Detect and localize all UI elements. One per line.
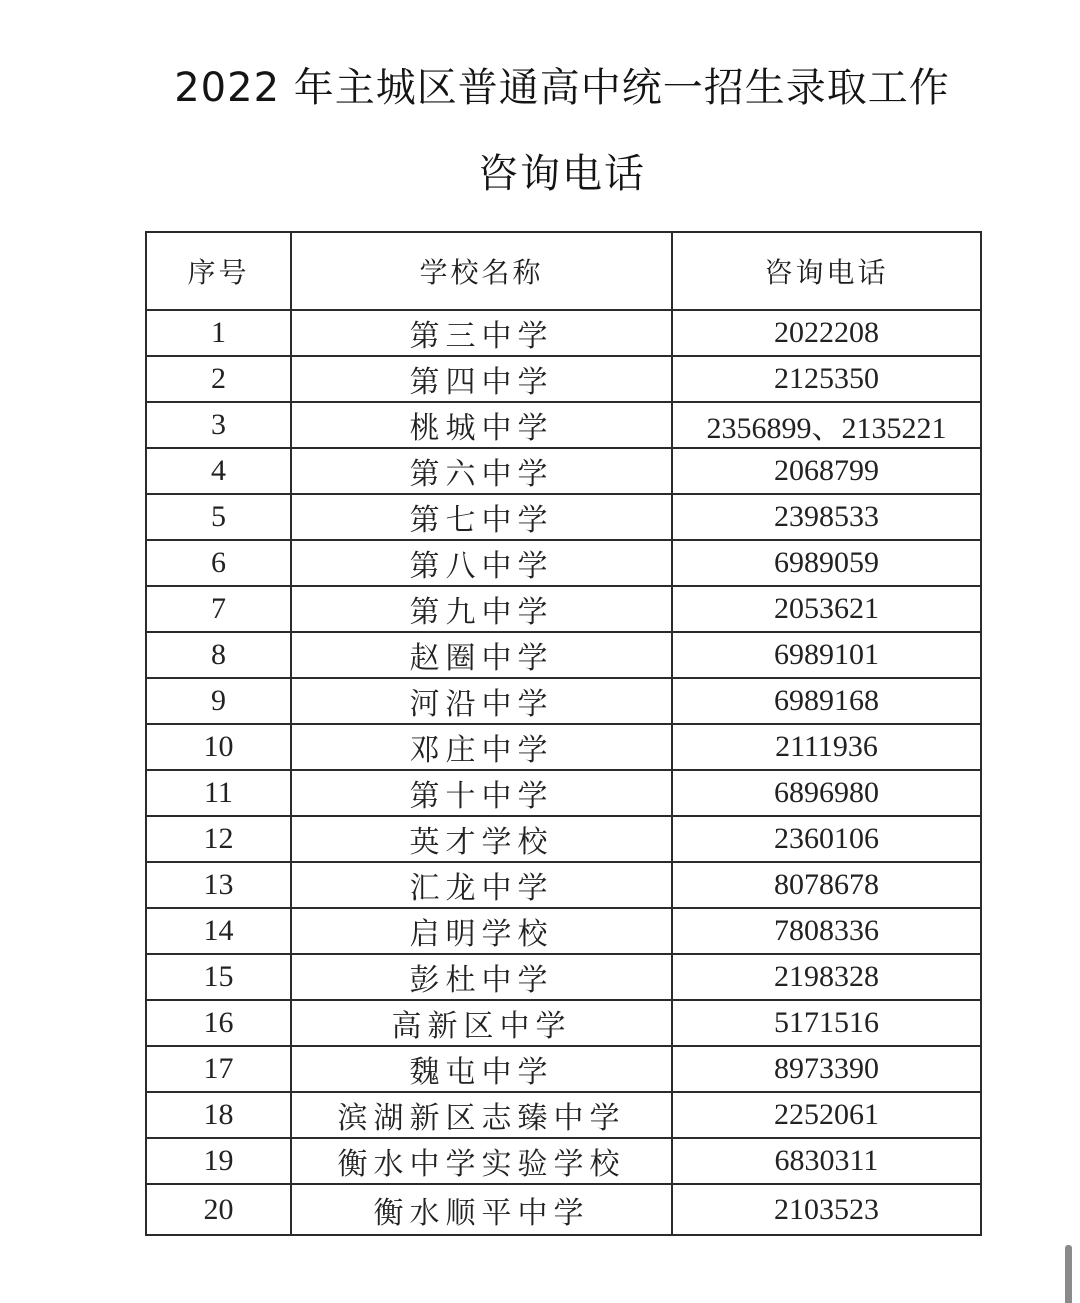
row-phone: 2103523 xyxy=(672,1184,981,1235)
row-index: 15 xyxy=(146,954,291,1000)
row-index: 7 xyxy=(146,586,291,632)
row-school-name: 滨湖新区志臻中学 xyxy=(291,1092,672,1138)
row-index: 14 xyxy=(146,908,291,954)
row-school-name: 第六中学 xyxy=(291,448,672,494)
table-row xyxy=(146,862,981,908)
row-index: 4 xyxy=(146,448,291,494)
row-phone: 2398533 xyxy=(672,494,981,540)
row-phone: 6989101 xyxy=(672,632,981,678)
table-header-row xyxy=(146,232,981,310)
row-phone: 6989168 xyxy=(672,678,981,724)
row-phone: 6830311 xyxy=(672,1138,981,1184)
row-school-name: 邓庄中学 xyxy=(291,724,672,770)
row-phone: 2252061 xyxy=(672,1092,981,1138)
contact-table xyxy=(145,231,982,1236)
row-index: 11 xyxy=(146,770,291,816)
row-phone: 2360106 xyxy=(672,816,981,862)
row-school-name: 衡水顺平中学 xyxy=(291,1184,672,1235)
row-index: 9 xyxy=(146,678,291,724)
row-index: 12 xyxy=(146,816,291,862)
row-index: 1 xyxy=(146,310,291,356)
header-phone: 咨询电话 xyxy=(672,232,981,310)
table-row xyxy=(146,678,981,724)
row-phone: 8078678 xyxy=(672,862,981,908)
vertical-scrollbar[interactable] xyxy=(1065,1245,1072,1303)
row-index: 17 xyxy=(146,1046,291,1092)
row-school-name: 衡水中学实验学校 xyxy=(291,1138,672,1184)
row-index: 6 xyxy=(146,540,291,586)
row-phone: 2068799 xyxy=(672,448,981,494)
row-school-name: 河沿中学 xyxy=(291,678,672,724)
table-row xyxy=(146,908,981,954)
table-row xyxy=(146,310,981,356)
row-school-name: 第七中学 xyxy=(291,494,672,540)
row-school-name: 英才学校 xyxy=(291,816,672,862)
row-school-name: 第十中学 xyxy=(291,770,672,816)
row-index: 20 xyxy=(146,1184,291,1235)
row-school-name: 高新区中学 xyxy=(291,1000,672,1046)
table-row xyxy=(146,448,981,494)
document-subtitle: 咨询电话 xyxy=(478,151,646,197)
row-index: 13 xyxy=(146,862,291,908)
row-phone: 6896980 xyxy=(672,770,981,816)
row-index: 18 xyxy=(146,1092,291,1138)
row-phone: 6989059 xyxy=(672,540,981,586)
table-row xyxy=(146,632,981,678)
row-school-name: 魏屯中学 xyxy=(291,1046,672,1092)
row-phone: 2111936 xyxy=(672,724,981,770)
row-school-name: 启明学校 xyxy=(291,908,672,954)
row-index: 3 xyxy=(146,402,291,448)
table-row xyxy=(146,770,981,816)
table-row xyxy=(146,402,981,448)
table-row xyxy=(146,1184,981,1235)
row-phone: 2125350 xyxy=(672,356,981,402)
row-index: 2 xyxy=(146,356,291,402)
row-index: 5 xyxy=(146,494,291,540)
row-school-name: 第八中学 xyxy=(291,540,672,586)
row-phone: 2053621 xyxy=(672,586,981,632)
table-row xyxy=(146,540,981,586)
row-phone: 2356899、2135221 xyxy=(672,402,981,448)
row-school-name: 第四中学 xyxy=(291,356,672,402)
table-row xyxy=(146,494,981,540)
row-school-name: 汇龙中学 xyxy=(291,862,672,908)
row-school-name: 赵圈中学 xyxy=(291,632,672,678)
table-row xyxy=(146,1046,981,1092)
table-row xyxy=(146,1092,981,1138)
table-row xyxy=(146,724,981,770)
table-row xyxy=(146,586,981,632)
row-school-name: 第三中学 xyxy=(291,310,672,356)
header-school-name: 学校名称 xyxy=(291,232,672,310)
row-school-name: 彭杜中学 xyxy=(291,954,672,1000)
row-index: 10 xyxy=(146,724,291,770)
table-row xyxy=(146,1138,981,1184)
document-title: 2022 年主城区普通高中统一招生录取工作 xyxy=(174,65,950,111)
table-row xyxy=(146,954,981,1000)
row-index: 16 xyxy=(146,1000,291,1046)
row-phone: 2198328 xyxy=(672,954,981,1000)
table-row xyxy=(146,816,981,862)
row-index: 8 xyxy=(146,632,291,678)
table-row xyxy=(146,1000,981,1046)
row-phone: 2022208 xyxy=(672,310,981,356)
table-row xyxy=(146,356,981,402)
row-index: 19 xyxy=(146,1138,291,1184)
row-phone: 7808336 xyxy=(672,908,981,954)
row-phone: 8973390 xyxy=(672,1046,981,1092)
row-school-name: 第九中学 xyxy=(291,586,672,632)
row-school-name: 桃城中学 xyxy=(291,402,672,448)
row-phone: 5171516 xyxy=(672,1000,981,1046)
header-index: 序号 xyxy=(146,232,291,310)
